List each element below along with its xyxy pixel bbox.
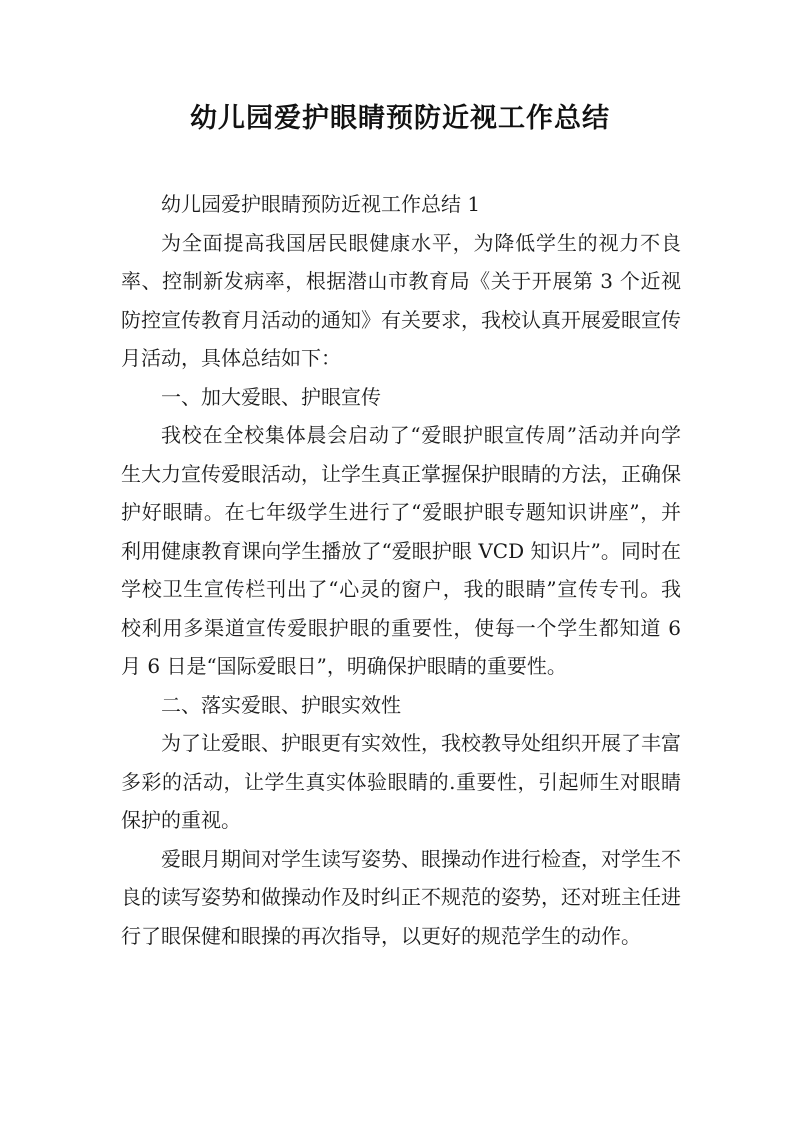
document-body	[121, 185, 681, 955]
section-heading-subtitle: 幼儿园爱护眼睛预防近视工作总结 1	[161, 192, 481, 216]
section-2-paragraph-2: 爱眼月期间对学生读写姿势、眼操动作进行检查，对学生不良的读写姿势和做操动作及时纠正不规范的姿势，还对班主任进行了眼保健和眼操的再次指导，以更好的规范学生的动作。	[121, 846, 681, 948]
intro-paragraph: 为全面提高我国居民眼健康水平，为降低学生的视力不良率、控制新发病率，根据潜山市教育局《关于开展第 3 个近视防控宣传教育月活动的通知》有关要求，我校认真开展爱眼宣传月活动，具体总结如下：	[121, 230, 681, 370]
section-heading-1: 一、加大爱眼、护眼宣传	[161, 384, 381, 409]
section-2-paragraph-1: 为了让爱眼、护眼更有实效性，我校教导处组织开展了丰富多彩的活动，让学生真实体验眼睛的.重要性，引起师生对眼睛保护的重视。	[121, 731, 681, 832]
document-title: 幼儿园爱护眼睛预防近视工作总结	[190, 103, 610, 134]
section-1-paragraph: 我校在全校集体晨会启动了“爱眼护眼宣传周”活动并向学生大力宣传爱眼活动，让学生真正掌握保护眼睛的方法，正确保护好眼睛。在七年级学生进行了“爱眼护眼专题知识讲座”，并利用健康教育课向学生播放了“爱眼护眼 VCD 知识片”。同时在学校卫生宣传栏刊出了“心灵的窗户，我的眼睛”宣传专刊。我校利用多渠道宣传爱眼护眼的重要性，使每一个学生都知道 6 月 6 日是“国际爱眼日”，明确保护眼睛的重要性。	[121, 423, 681, 678]
section-heading-2: 二、落实爱眼、护眼实效性	[161, 692, 401, 717]
